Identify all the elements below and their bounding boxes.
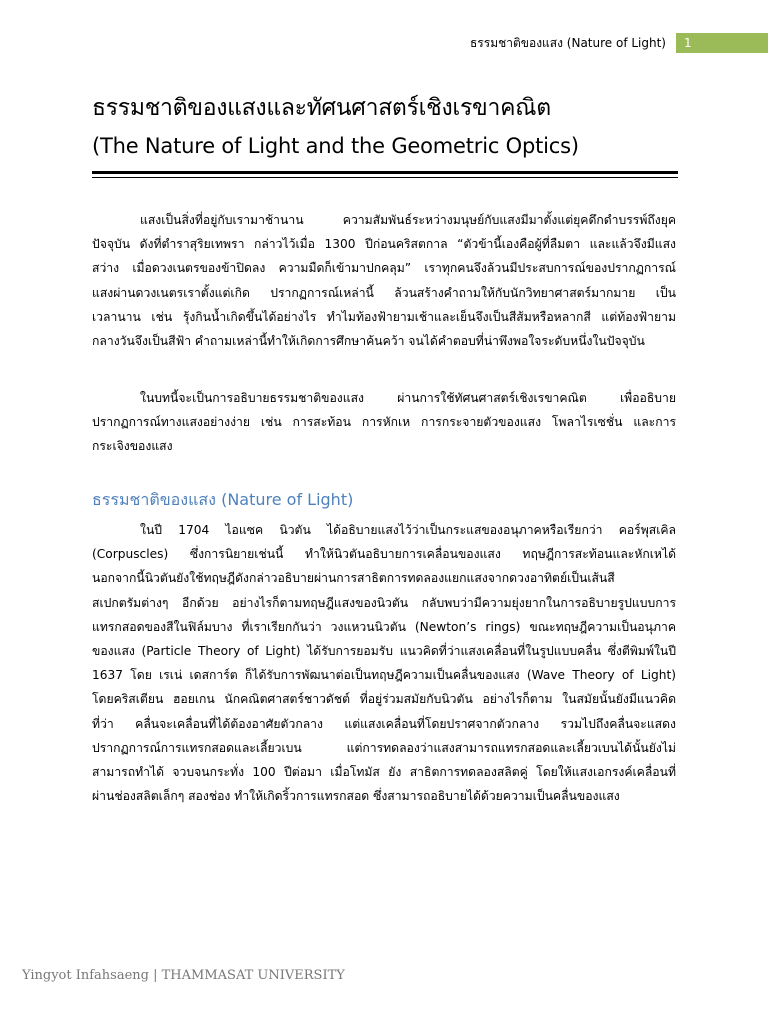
page-footer: Yingyot Infahsaeng | THAMMASAT UNIVERSITY — [22, 968, 345, 983]
section-heading: ธรรมชาติของแสง (Nature of Light) — [92, 490, 354, 509]
paragraph-line: เวลานาน เช่น รุ้งกินน้ำเกิดขึ้นได้อย่างไร ทำไมท้องฟ้ายามเช้าและเย็นจึงเป็นสีส้มหรือหลากสี แต่ท้องฟ้ายาม — [92, 309, 676, 324]
paragraph-nature-of-light — [92, 518, 676, 808]
paragraph-line: ที่ว่า คลื่นจะเคลื่อนที่ได้ต้องอาศัยตัวกลาง แต่แสงเคลื่อนที่โดยปราศจากตัวกลาง รวมไปถึงคลื่นจะแสดง — [92, 716, 676, 731]
paragraph-intro — [92, 208, 676, 353]
paragraph-line: ปรากฏการณ์การแทรกสอดและเลี้ยวเบน แต่การทดลองว่าแสงสามารถแทรกสอดและเลี้ยวเบนได้นั้นยังไม่ — [92, 740, 676, 755]
document-title-english: (The Nature of Light and the Geometric Optics) — [92, 134, 579, 158]
paragraph-line: สามารถทำได้ จวบจนกระทั่ง 100 ปีต่อมา เมื่อโทมัส ยัง สาธิตการทดลองสลิตคู่ โดยให้แสงเอกรงค์เคลื่อนที่ — [92, 765, 676, 780]
paragraph-line: นอกจากนี้นิวตันยังใช้ทฤษฎีดังกล่าวอธิบายผ่านการสาธิตการทดลองแยกแสงจากดวงอาทิตย์เป็นเส้นสี — [92, 571, 615, 586]
paragraph-line: ผ่านช่องสลิตเล็กๆ สองช่อง ทำให้เกิดริ้วการแทรกสอด ซึ่งสามารถอธิบายได้ด้วยความเป็นคลื่นของแสง — [92, 789, 620, 804]
paragraph-line: สว่าง เมื่อดวงเนตรของข้าปิดลง ความมืดก็เข้ามาปกคลุม” เราทุกคนจึงล้วนมีประสบการณ์ของปรากฏการณ์ — [92, 261, 676, 276]
header-title: ธรรมชาติของแสง (Nature of Light) — [469, 35, 666, 50]
paragraph-line: กลางวันจึงเป็นสีฟ้า คำถามเหล่านี้ทำให้เกิดการศึกษาค้นคว้า จนได้คำตอบที่น่าพึงพอใจระดับหนึ่งในปัจจุบัน — [92, 334, 645, 349]
paragraph-line: ในปี 1704 ไอแซค นิวตัน ได้อธิบายแสงไว้ว่าเป็นกระแสของอนุภาคหรือเรียกว่า คอร์พุสเคิล — [140, 523, 676, 537]
paragraph-line: ของแสง (Particle Theory of Light) ได้รับการยอมรับ แนวคิดที่ว่าแสงเคลื่อนที่ในรูปแบบคลื่น ซึ่งตีพิมพ์ในปี — [92, 644, 676, 659]
paragraph-line: ปัจจุบัน ดังที่ตำราสุริยเทพรา กล่าวไว้เมื่อ 1300 ปีก่อนคริสตกาล “ตัวข้านี้เองคือผู้ที่ลืมตา และแล้วจึงมีแสง — [92, 237, 676, 252]
paragraph-line: (Corpuscles) ซึ่งการนิยายเช่นนี้ ทำให้นิวตันอธิบายการเคลื่อนของแสง ทฤษฎีการสะท้อนและหักเหได้ — [92, 547, 676, 562]
paragraph-line: กระเจิงของแสง — [92, 439, 173, 454]
paragraph-line: แสงผ่านดวงเนตรเราตั้งแต่เกิด ปรากฏการณ์เหล่านี้ ล้วนสร้างคำถามให้กับนักวิทยาศาสตร์มากมาย เป็น — [92, 285, 676, 300]
paragraph-line: สเปกตรัมต่างๆ อีกด้วย อย่างไรก็ตามทฤษฎีแสงของนิวตัน กลับพบว่ามีความยุ่งยากในการอธิบายรูปแบบการ — [92, 595, 676, 610]
title-rule-thick — [92, 171, 678, 174]
paragraph-line: ในบทนี้จะเป็นการอธิบายธรรมชาติของแสง ผ่านการใช้ทัศนศาสตร์เชิงเรขาคณิต เพื่ออธิบาย — [140, 391, 676, 405]
paragraph-line: ปรากฏการณ์ทางแสงอย่างง่าย เช่น การสะท้อน การหักเห การกระจายตัวของแสง โพลาไรเซชั่น และการ — [92, 415, 676, 430]
paragraph-line: แสงเป็นสิ่งที่อยู่กับเรามาช้านาน ความสัมพันธ์ระหว่างมนุษย์กับแสงมีมาตั้งแต่ยุคดึกดำบรรพ์ถึงยุค — [140, 213, 676, 227]
paragraph-line: แทรกสอดของสีในฟิล์มบาง ที่เราเรียกกันว่า วงแหวนนิวตัน (Newton’s rings) ขณะทฤษฎีความเป็นอนุภาค — [92, 619, 676, 634]
document-title-thai: ธรรมชาติของแสงและทัศนศาสตร์เชิงเรขาคณิต — [92, 95, 551, 121]
paragraph-chapter-overview — [92, 386, 676, 459]
title-rule-thin — [92, 177, 678, 178]
page-number: 1 — [676, 33, 768, 53]
page-header — [470, 33, 768, 53]
paragraph-line: 1637 โดย เรเน่ เดสการ์ต ก็ได้รับการพัฒนาต่อเป็นทฤษฎีความเป็นคลื่นของแสง (Wave Theory of Light) — [92, 668, 676, 683]
paragraph-line: โดยคริสเตียน ฮอยเกน นักคณิตศาสตร์ชาวดัชต์ ที่อยู่ร่วมสมัยกับนิวตัน อย่างไรก็ตาม ในสมัยนั้นยังมีแนวคิด — [92, 692, 676, 707]
